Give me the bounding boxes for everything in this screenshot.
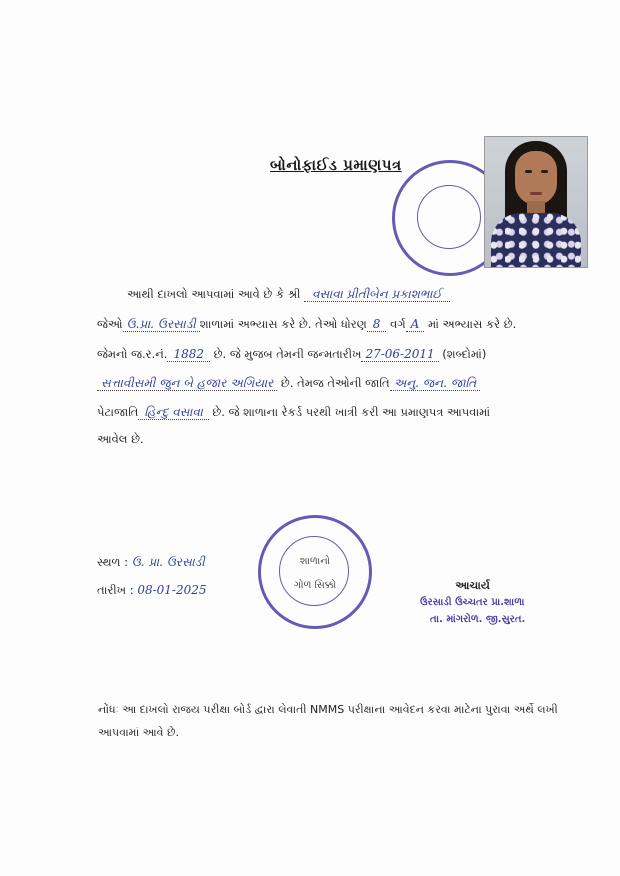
birth-date-words: સત્તાવીસમી જુન બે હજાર અગિયાર [97, 376, 277, 391]
line-school: જેઓ ઉ.પ્રા. ઉરસાડી શાળામાં અભ્યાસ કરે છે. તેઓ ધોરણ 8 વર્ગ A માં અભ્યાસ કરે છે. [97, 317, 517, 331]
division-value: A [406, 317, 425, 332]
date-value: 08-01-2025 [137, 583, 207, 597]
birth-date: 27-06-2011 [361, 347, 438, 362]
line-gr-dob: જેમનો જ.ર.નં. 1882 છે. જે મુજબ તેમની જન્મતારીખ 27-06-2011 (શબ્દોમાં) [97, 347, 487, 361]
principal-school: ઉરસાડી ઉચ્ચતર પ્રા.શાળા [420, 597, 525, 608]
principal-stamp [420, 577, 525, 628]
footnote: નોંધઃ આ દાખલો રાજય પરીક્ષા બોર્ડ દ્વારા લેવાતી NMMS પરીક્ષાના આવેદન કરવા માટેના પુરાવા અર્થે લખી આપવામાં આવે છે. [98, 703, 558, 739]
seal-label-1: શાળાનો [299, 556, 331, 567]
principal-title: આચાર્ય [455, 579, 490, 592]
subcaste-value: હિન્દુ વસાવા [138, 405, 208, 420]
seal-label-2: ગોળ સિક્કો [293, 580, 337, 591]
line-closing: આવેલ છે. [97, 432, 144, 446]
standard-value: 8 [367, 317, 387, 332]
line-words-caste: સત્તાવીસમી જુન બે હજાર અગિયાર છે. તેમજ તેઓની જાતિ અનુ. જન. જાતિ [97, 376, 480, 391]
place-value: ઉ. પ્રા. ઉરસાડી [131, 555, 205, 569]
line-subcaste: પેટાજાતિ હિન્દુ વસાવા છે. જે શાળાના રેકર્ડ પરથી ખાત્રી કરી આ પ્રમાણપત્ર આપવામાં [97, 405, 491, 419]
place-row: સ્થળ : ઉ. પ્રા. ઉરસાડી [97, 555, 205, 569]
student-name: વસાવા પ્રીતીબેન પ્રકાશભાઈ [304, 287, 450, 302]
student-photo [484, 136, 588, 268]
school-round-seal [258, 515, 372, 629]
school-name: ઉ.પ્રા. ઉરસાડી [123, 317, 200, 332]
line-name: આથી દાખલો આપવામાં આવે છે કે શ્રી વસાવા પ્રીતીબેન પ્રકાશભાઈ [127, 287, 450, 302]
gr-number: 1882 [167, 347, 210, 362]
certificate-title: બોનોફાઈડ પ્રમાણપત્ર [270, 156, 402, 174]
principal-address: તા. માંગરોળ. જી.સુરત. [430, 614, 526, 625]
caste-value: અનુ. જન. જાતિ [390, 376, 481, 391]
date-row: તારીખ : 08-01-2025 [97, 583, 207, 597]
